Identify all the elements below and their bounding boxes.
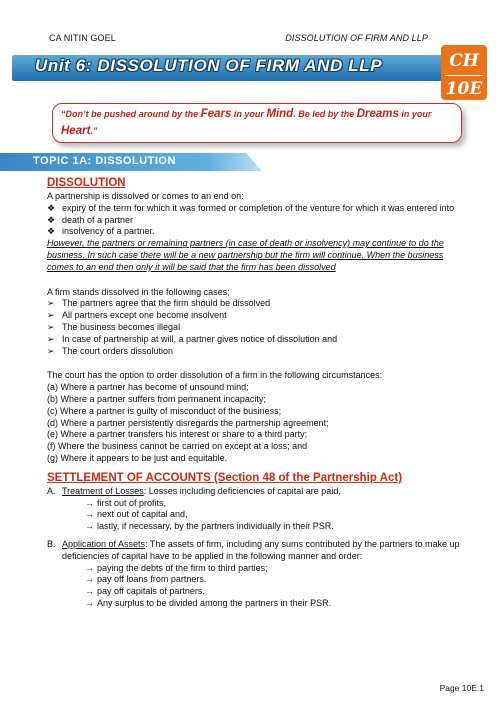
page-content <box>47 176 472 610</box>
list-item <box>85 598 472 610</box>
list-item-text: first out of profits, <box>97 497 167 508</box>
list-item <box>47 226 472 238</box>
court-item: (d) Where a partner persistently disregards the partnership agreement; <box>47 417 329 428</box>
list-item-text: pay off loans from partners. <box>97 574 207 585</box>
arrow-bullet-icon: ➢ <box>47 310 55 321</box>
dissolution-note: However, the partners or remaining partners (in case of death or insolvency) may continue to do the business. In such case there will be a new partnership but the firm will continue. When the business comes to an end then only it will be said that the firm has been dissolved <box>47 238 444 272</box>
section-letter: A. <box>47 485 56 496</box>
list-item <box>47 203 472 215</box>
list-item-text: In case of partnership at will, a partner gives notice of dissolution and <box>62 333 338 344</box>
chapter-label: CH <box>449 51 479 71</box>
list-item-text: paying the debts of the firm to third parties; <box>97 562 268 573</box>
losses-title: Treatment of Losses <box>62 485 144 496</box>
unit-title: Unit 6: DISSOLUTION OF FIRM AND LLP <box>35 56 383 75</box>
list-item-text: expiry of the term for which it was formed or completion of the venture for which it was entered into <box>62 202 455 213</box>
right-arrow-icon: → <box>85 509 94 520</box>
spacer <box>47 274 472 287</box>
spacer <box>47 357 472 370</box>
quote-mind: Mind <box>266 108 294 120</box>
page-number: Page 10E.1 <box>439 683 484 693</box>
list-item <box>47 322 472 334</box>
topic-title: TOPIC 1A: DISSOLUTION <box>33 155 176 167</box>
list-item <box>85 586 472 598</box>
right-arrow-icon: → <box>85 497 94 508</box>
settlement-heading: SETTLEMENT OF ACCOUNTS (Section 48 of the Partnership Act) <box>47 471 403 484</box>
dissolution-intro: A partnership is dissolved or comes to an end on: <box>47 191 244 201</box>
quote-fears: Fears <box>200 108 232 120</box>
arrow-bullet-icon: ➢ <box>47 345 55 356</box>
list-item-text: death of a partner <box>62 214 134 225</box>
dissolution-heading: DISSOLUTION <box>47 177 126 189</box>
arrow-bullet-icon: ➢ <box>47 333 55 344</box>
court-item: (e) Where a partner transfers his interest or share to a third party; <box>47 429 308 440</box>
right-arrow-icon: → <box>85 597 94 608</box>
list-item <box>47 215 472 227</box>
firm-dissolved-intro: A firm stands dissolved in the following cases; <box>47 286 230 297</box>
assets-list <box>47 563 472 610</box>
assets-title: Application of Assets <box>62 538 146 549</box>
quote-heart: Heart <box>61 125 91 137</box>
court-item: (b) Where a partner suffers from permanent incapacity; <box>47 393 266 404</box>
list-item-text: lastly, if necessary, by the partners individually in their PSR. <box>97 521 334 532</box>
court-intro: The court has the option to order dissolution of a firm in the following circumstances: <box>47 370 383 381</box>
list-item <box>47 298 472 310</box>
list-item-text: pay off capitals of partners. <box>97 586 205 597</box>
list-item-text: next out of capital and, <box>97 509 188 520</box>
court-item: (f) Where the business cannot be carried on except at a loss; and <box>47 441 308 452</box>
header-subject: DISSOLUTION OF FIRM AND LLP <box>285 33 428 43</box>
chapter-number: 10E <box>445 75 483 100</box>
list-item-text: Any surplus to be divided among the partners in their PSR. <box>97 597 332 608</box>
court-item: (c) Where a partner is guilty of misconduct of the business; <box>47 405 282 416</box>
arrow-bullet-icon: ➢ <box>47 298 55 309</box>
section-letter: B. <box>47 538 56 549</box>
diamond-bullet-icon: ❖ <box>47 226 56 237</box>
list-item-text: The court orders dissolution <box>62 345 174 356</box>
list-item-text: The business becomes illegal <box>62 321 181 332</box>
quote-dreams: Dreams <box>356 108 399 120</box>
list-item <box>47 310 472 322</box>
right-arrow-icon: → <box>85 562 94 573</box>
assets-text: : The assets of firm, including any sums contributed by the partners to make up deficiencies of capital have to be applied in the following manner and order: <box>62 538 460 561</box>
quote-text: .” <box>90 126 98 136</box>
quote-box <box>52 103 462 143</box>
list-item <box>85 574 472 586</box>
losses-list <box>47 498 472 533</box>
losses-paragraph <box>47 486 472 498</box>
firm-dissolved-list <box>47 298 472 357</box>
list-item-text: The partners agree that the firm should be dissolved <box>62 298 271 309</box>
header-author: CA NITIN GOEL <box>49 33 116 43</box>
list-item <box>47 334 472 346</box>
list-item <box>85 509 472 521</box>
dissolution-list <box>47 203 472 238</box>
right-arrow-icon: → <box>85 574 94 585</box>
court-item: (g) Where it appears to be just and equitable. <box>47 452 228 463</box>
quote-text: in your <box>231 109 267 119</box>
losses-text: : Losses including deficiencies of capital are paid, <box>143 485 341 496</box>
quote-text: . Be led by the <box>293 109 357 119</box>
quote-text: in your <box>398 109 432 119</box>
assets-paragraph <box>47 539 472 563</box>
right-arrow-icon: → <box>85 521 94 532</box>
right-arrow-icon: → <box>85 586 94 597</box>
diamond-bullet-icon: ❖ <box>47 202 56 213</box>
list-item <box>85 498 472 510</box>
arrow-bullet-icon: ➢ <box>47 321 55 332</box>
list-item <box>85 563 472 575</box>
list-item <box>47 346 472 358</box>
court-item: (a) Where a partner has become of unsound mind; <box>47 382 249 393</box>
quote-text: “Don’t be pushed around by the <box>61 109 201 119</box>
list-item <box>85 521 472 533</box>
chapter-badge <box>441 45 487 100</box>
list-item-text: All partners except one become insolvent <box>62 310 227 321</box>
list-item-text: insolvency of a partner. <box>62 226 155 237</box>
diamond-bullet-icon: ❖ <box>47 214 56 225</box>
